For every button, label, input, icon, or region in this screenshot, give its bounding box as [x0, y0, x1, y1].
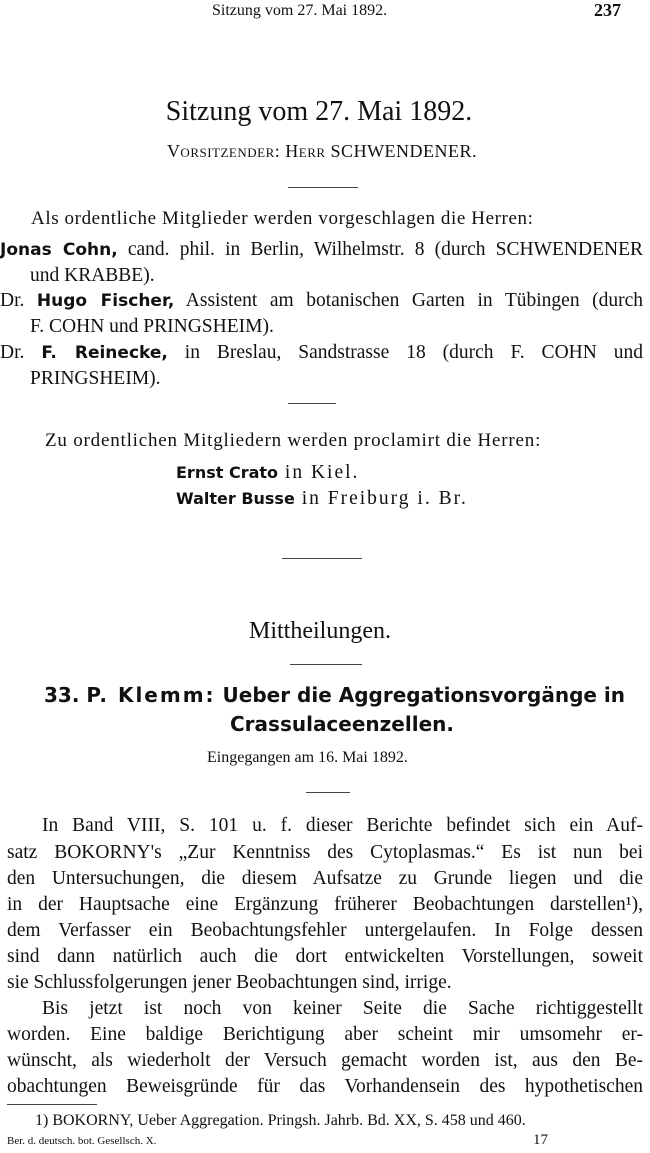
article-title-line1: 33. P. Klemm: Ueber die Aggregationsvorgänge in [44, 683, 626, 707]
proposed-member-line: PRINGSHEIM). [30, 368, 161, 389]
signature-number: 17 [533, 1132, 548, 1148]
member-name: Walter Busse [176, 489, 295, 508]
footnote: 1) BOKORNY, Ueber Aggregation. Pringsh. Jahrb. Bd. XX, S. 458 und 460. [35, 1112, 526, 1129]
proclaimed-member: Ernst Crato in Kiel. [176, 462, 360, 483]
divider [288, 403, 336, 404]
body-line: satz BOKORNY's „Zur Kenntniss des Cytoplasmas.“ Es ist nun bei [7, 842, 643, 863]
proposed-member-line: Dr. Hugo Fischer, Assistent am botanischen Garten in Tübingen (durch [0, 290, 644, 311]
article-title-line2: Crassulaceenzellen. [230, 712, 454, 736]
proposed-member-line: Jonas Cohn, cand. phil. in Berlin, Wilhelmstr. 8 (durch SCHWENDENER [0, 239, 643, 260]
proposed-member-line: Dr. F. Reinecke, in Breslau, Sandstrasse 18 (durch F. COHN und [0, 342, 643, 363]
body-line: wünscht, als wiederholt der Versuch gemacht worden ist, aus den Be- [7, 1050, 643, 1071]
proclaimed-intro: Zu ordentlichen Mitgliedern werden proclamirt die Herren: [45, 430, 542, 451]
body-line: den Untersuchungen, die diesem Aufsatze zu Grunde liegen und die [7, 868, 643, 889]
body-line: obachtungen Beweisgründe für das Vorhandensein des hypothetischen [7, 1076, 643, 1097]
proposed-intro: Als ordentliche Mitglieder werden vorgeschlagen die Herren: [31, 208, 534, 229]
body-line: worden. Eine baldige Berichtigung aber scheint mir umsomehr er- [7, 1024, 643, 1045]
proposed-member-line: F. COHN und PRINGSHEIM). [30, 316, 274, 337]
body-line: sind dann natürlich auch die dort entwickelten Vorstellungen, soweit [7, 946, 643, 967]
body-line: sie Schlussfolgerungen jener Beobachtungen sind, irrige. [7, 972, 452, 993]
article-author: P. Klemm: [86, 683, 216, 707]
divider [282, 558, 362, 559]
signature-left: Ber. d. deutsch. bot. Gesellsch. X. [7, 1135, 157, 1147]
body-line: In Band VIII, S. 101 u. f. dieser Berichte befindet sich ein Auf- [42, 815, 643, 836]
proposed-member-line: und KRABBE). [30, 265, 155, 286]
member-name: Hugo Fischer, [36, 291, 175, 311]
session-chair: Vorsitzender: Herr SCHWENDENER. [166, 141, 478, 161]
member-name: Ernst Crato [176, 463, 279, 482]
member-name: Jonas Cohn, [0, 240, 118, 260]
divider [306, 792, 350, 793]
body-line: dem Verfasser ein Beobachtungsfehler untergelaufen. In Folge dessen [7, 920, 643, 941]
proclaimed-member: Walter Busse in Freiburg i. Br. [176, 488, 468, 509]
body-line: in der Hauptsache eine Ergänzung früherer Beobachtungen darstellen¹), [7, 894, 643, 915]
page-number: 237 [594, 0, 621, 20]
running-head-title: Sitzung vom 27. Mai 1892. [212, 2, 388, 19]
divider [290, 664, 362, 665]
footnote-rule [7, 1104, 97, 1105]
section-heading: Mittheilungen. [249, 618, 391, 644]
session-title: Sitzung vom 27. Mai 1892. [165, 96, 473, 127]
member-name: F. Reinecke, [41, 343, 168, 363]
article-title: Ueber die Aggregationsvorgänge in [222, 683, 626, 707]
received-date: Eingegangen am 16. Mai 1892. [207, 749, 408, 766]
divider [288, 187, 358, 188]
body-line: Bis jetzt ist noch von keiner Seite die Sache richtiggestellt [42, 998, 643, 1019]
